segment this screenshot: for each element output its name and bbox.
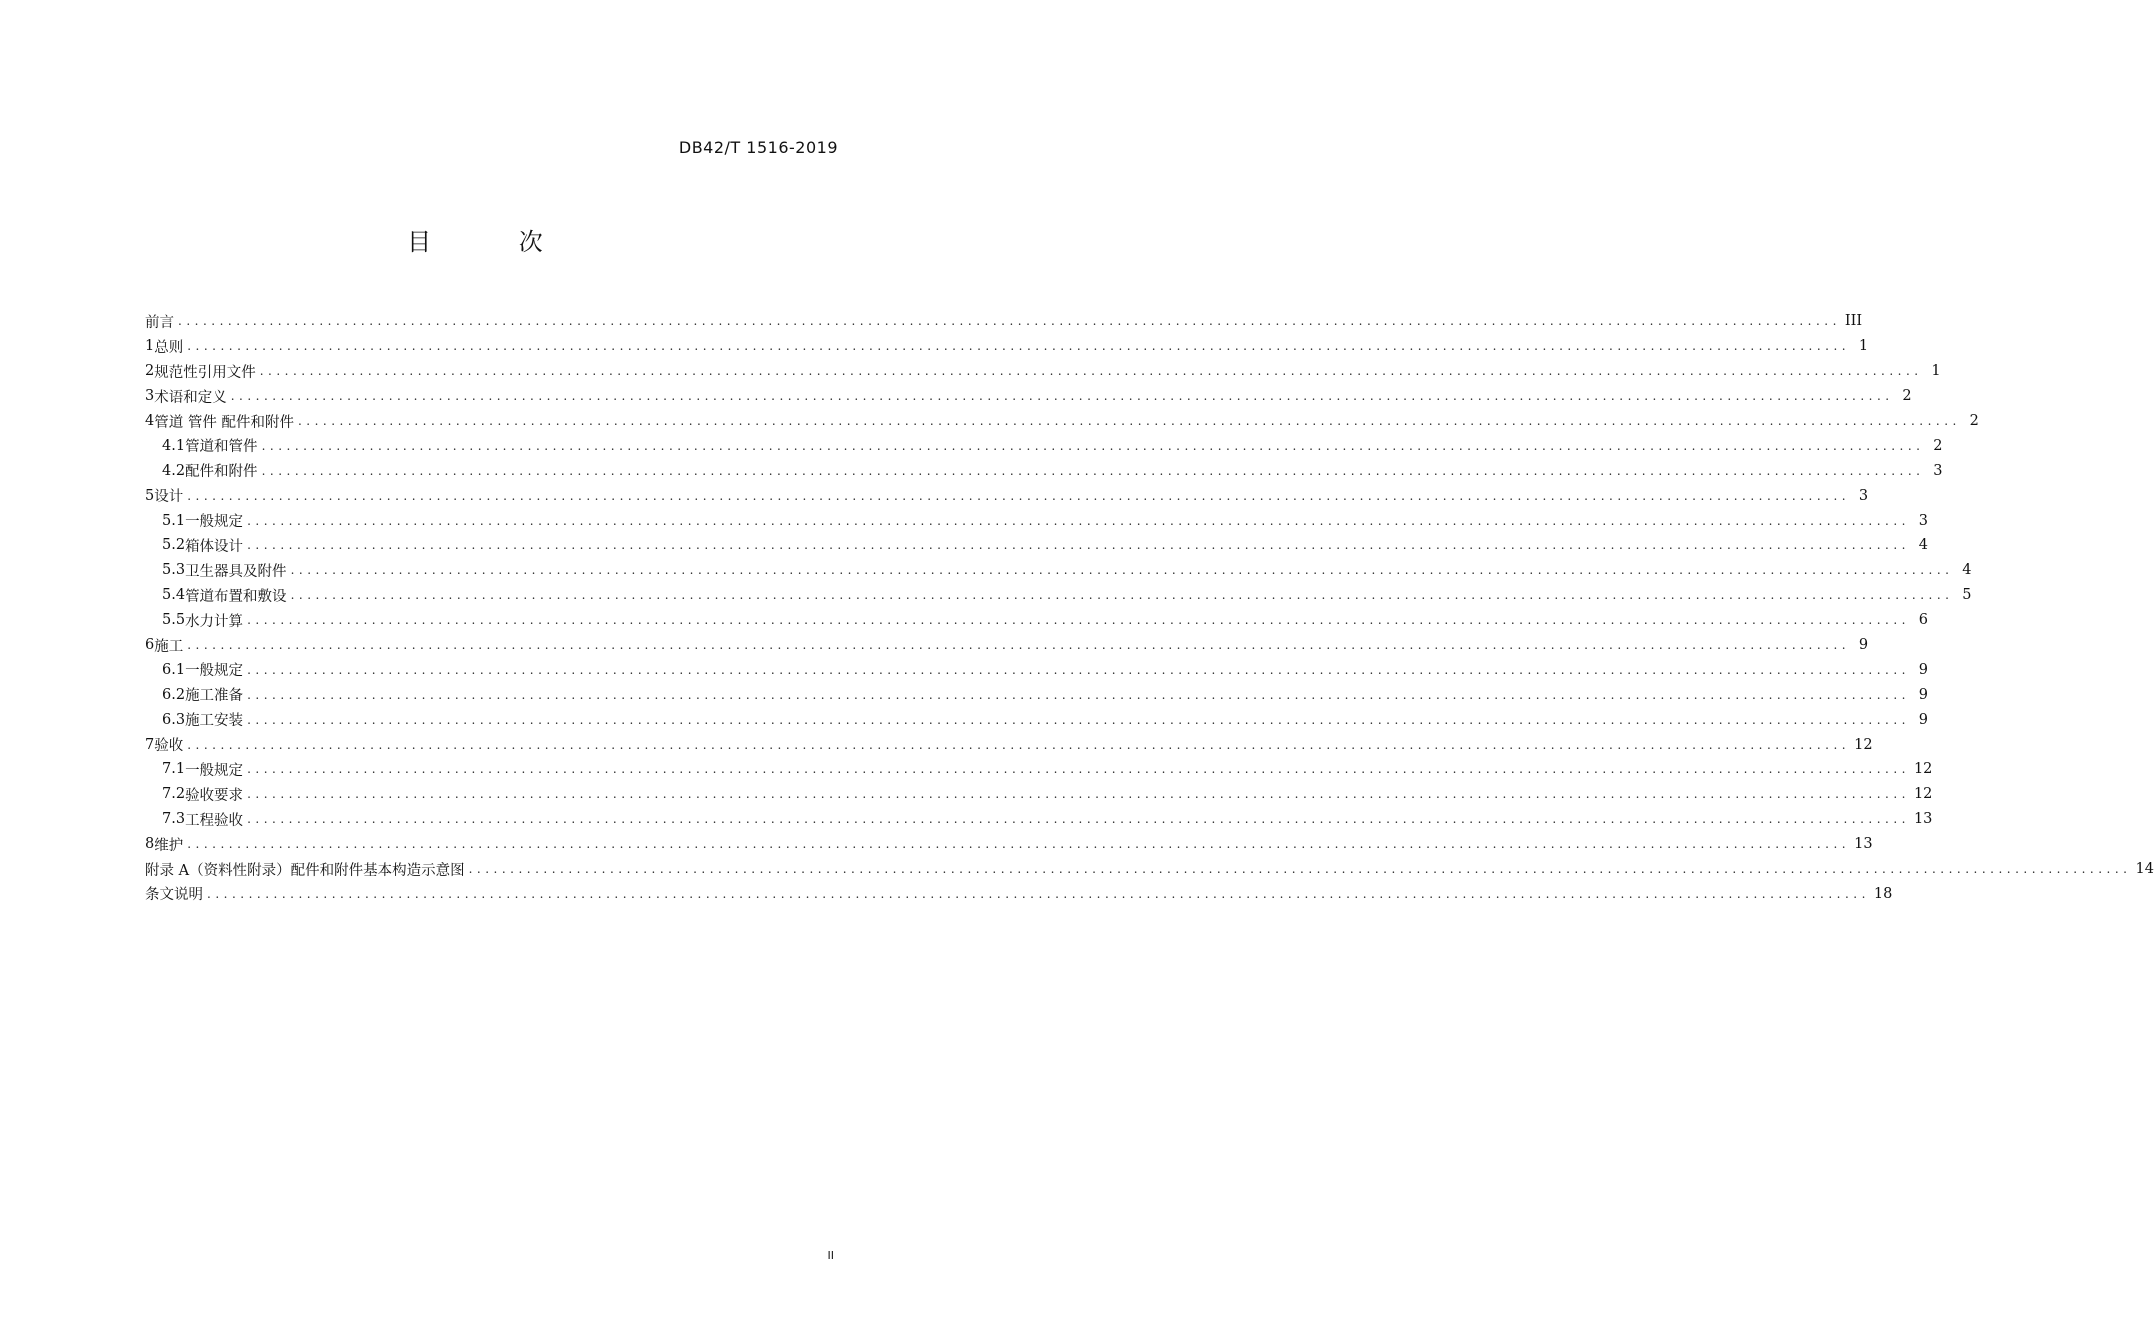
document-code: DB42/T 1516-2019 (678, 138, 838, 157)
toc-leader-dots: ........................................................................................................................................................................................................ (247, 712, 1910, 727)
toc-leader-dots: ........................................................................................................................................................................................................ (290, 563, 1954, 578)
toc-entry-number: 8 (145, 836, 155, 853)
toc-entry-label: 总则 (154, 339, 184, 356)
toc-entry-label: 附录 A（资料性附录）配件和附件基本构造示意图 (145, 862, 465, 879)
toc-entry-label: 施工安装 (185, 713, 244, 730)
toc-entry-page: 4 (1918, 537, 1928, 554)
toc-leader-dots: ........................................................................................................................................................................................................ (468, 862, 2132, 877)
toc-entry-number: 6.2 (162, 686, 186, 703)
toc-entry-page: 9 (1918, 686, 1928, 703)
toc-leader-dots: ........................................................................................................................................................................................................ (261, 463, 1925, 478)
toc-entry[interactable] (145, 857, 2154, 882)
toc-entry-number: 6.1 (162, 661, 186, 678)
toc-leader-dots: ........................................................................................................................................................................................................ (230, 389, 1894, 404)
toc-entry-number: 7.1 (162, 761, 186, 778)
toc-entry-page: 6 (1918, 612, 1928, 629)
toc-entry-page: 12 (1913, 761, 1933, 778)
toc-leader-dots: ........................................................................................................................................................................................................ (247, 662, 1910, 677)
toc-entry-number: 6.3 (162, 711, 186, 728)
toc-entry-label: 维护 (154, 837, 184, 854)
toc-leader-dots: ........................................................................................................................................................................................................ (247, 513, 1910, 528)
toc-entry[interactable] (145, 583, 1972, 608)
toc-entry-label: 工程验收 (185, 812, 244, 829)
toc-entry-number: 5.3 (162, 562, 186, 579)
toc-entry-number: 4.2 (162, 462, 186, 479)
toc-entry[interactable] (145, 558, 1972, 583)
toc-entry[interactable] (145, 309, 1863, 334)
toc-entry-page: 12 (1913, 786, 1933, 803)
page-title: 目 次 (407, 228, 583, 256)
toc-leader-dots: ........................................................................................................................................................................................................ (261, 438, 1925, 453)
toc-entry-label: 条文说明 (145, 887, 203, 904)
toc-entry[interactable] (145, 384, 1912, 409)
toc-entry[interactable] (145, 458, 1943, 483)
toc-entry[interactable] (145, 782, 1933, 807)
page-number: II (827, 1249, 834, 1262)
table-of-contents (145, 309, 2154, 906)
toc-entry-label: 施工准备 (185, 688, 244, 705)
toc-entry[interactable] (145, 832, 1873, 857)
toc-entry-page: 9 (1858, 637, 1869, 654)
toc-entry-label: 一般规定 (185, 762, 244, 779)
toc-entry[interactable] (145, 657, 1928, 682)
toc-entry-label: 水力计算 (185, 613, 244, 630)
toc-leader-dots: ........................................................................................................................................................................................................ (187, 737, 1851, 752)
toc-entry-label: 设计 (154, 489, 184, 506)
toc-entry-label: 规范性引用文件 (154, 364, 256, 381)
toc-entry[interactable] (145, 633, 1869, 658)
toc-entry-page: 9 (1918, 661, 1928, 678)
toc-entry-label: 一般规定 (185, 663, 244, 680)
toc-entry-number: 5.2 (162, 537, 186, 554)
toc-entry[interactable] (145, 433, 1943, 458)
toc-entry-page: 4 (1962, 562, 1972, 579)
toc-entry[interactable] (145, 881, 1893, 906)
toc-leader-dots: ........................................................................................................................................................................................................ (187, 488, 1851, 503)
toc-entry-page: 14 (2135, 861, 2154, 878)
toc-entry-page: 2 (1969, 413, 1979, 429)
toc-entry-page: 2 (1933, 437, 1943, 454)
toc-leader-dots: ........................................................................................................................................................................................................ (247, 812, 1910, 827)
toc-leader-dots: ........................................................................................................................................................................................................ (247, 787, 1910, 802)
toc-entry-label: 管道布置和敷设 (185, 588, 287, 605)
toc-entry-page: III (1844, 313, 1863, 330)
toc-leader-dots: ........................................................................................................................................................................................................ (247, 687, 1910, 702)
toc-entry-page: 9 (1918, 711, 1928, 728)
toc-entry-number: 4 (145, 413, 155, 429)
toc-entry-page: 1 (1858, 338, 1869, 355)
toc-entry-label: 一般规定 (185, 514, 244, 531)
toc-entry-number: 5.4 (162, 587, 186, 604)
toc-entry-page: 5 (1962, 587, 1972, 604)
toc-entry[interactable] (145, 334, 1869, 359)
toc-leader-dots: ........................................................................................................................................................................................................ (187, 638, 1851, 653)
toc-leader-dots: ........................................................................................................................................................................................................ (297, 414, 1961, 428)
toc-entry-number: 3 (145, 388, 155, 405)
toc-leader-dots: ........................................................................................................................................................................................................ (187, 837, 1851, 852)
toc-entry-number: 6 (145, 637, 155, 654)
toc-entry-page: 12 (1854, 736, 1873, 753)
toc-entry-number: 4.1 (162, 437, 186, 454)
toc-entry-number: 7 (145, 736, 155, 753)
toc-entry[interactable] (145, 608, 1928, 633)
toc-entry[interactable] (145, 682, 1928, 707)
toc-leader-dots: ........................................................................................................................................................................................................ (259, 364, 1923, 379)
toc-entry-label: 管道和管件 (185, 439, 258, 456)
toc-leader-dots: ........................................................................................................................................................................................................ (207, 886, 1870, 901)
toc-entry-number: 2 (145, 363, 155, 380)
toc-leader-dots: ........................................................................................................................................................................................................ (187, 339, 1851, 354)
toc-entry[interactable] (145, 732, 1873, 757)
toc-entry-label: 管道 管件 配件和附件 (154, 414, 294, 431)
toc-entry-page: 18 (1873, 885, 1893, 902)
toc-entry[interactable] (145, 409, 1979, 434)
toc-entry-page: 3 (1933, 462, 1943, 479)
toc-entry-label: 前言 (145, 314, 174, 331)
toc-entry-page: 13 (1913, 811, 1933, 828)
toc-entry-label: 卫生器具及附件 (185, 563, 287, 580)
toc-entry-page: 3 (1918, 512, 1928, 529)
toc-entry-number: 1 (145, 338, 155, 355)
toc-entry-label: 配件和附件 (185, 464, 258, 481)
toc-entry-number: 7.2 (162, 786, 186, 803)
toc-entry-page: 1 (1931, 363, 1941, 380)
toc-leader-dots: ........................................................................................................................................................................................................ (247, 762, 1910, 777)
toc-entry-label: 施工 (154, 638, 184, 655)
toc-entry-label: 术语和定义 (154, 389, 227, 406)
toc-entry[interactable] (145, 807, 1933, 832)
toc-entry-label: 验收要求 (185, 787, 244, 804)
toc-entry[interactable] (145, 707, 1928, 732)
toc-entry-number: 7.3 (162, 811, 186, 828)
toc-entry-page: 13 (1854, 836, 1873, 853)
toc-entry-number: 5 (145, 487, 155, 504)
toc-entry-page: 3 (1858, 487, 1869, 504)
toc-entry[interactable] (145, 757, 1933, 782)
toc-leader-dots: ........................................................................................................................................................................................................ (247, 613, 1910, 628)
toc-entry-number: 5.5 (162, 612, 186, 629)
toc-leader-dots: ........................................................................................................................................................................................................ (178, 314, 1841, 329)
toc-entry-label: 验收 (154, 738, 184, 755)
toc-entry[interactable] (145, 483, 1869, 508)
toc-leader-dots: ........................................................................................................................................................................................................ (290, 588, 1954, 603)
toc-entry[interactable] (145, 533, 1928, 558)
toc-entry[interactable] (145, 508, 1928, 533)
toc-entry-label: 箱体设计 (185, 538, 244, 555)
toc-entry[interactable] (145, 359, 1941, 384)
toc-entry-page: 2 (1902, 388, 1912, 405)
toc-leader-dots: ........................................................................................................................................................................................................ (247, 538, 1910, 553)
toc-entry-number: 5.1 (162, 512, 186, 529)
